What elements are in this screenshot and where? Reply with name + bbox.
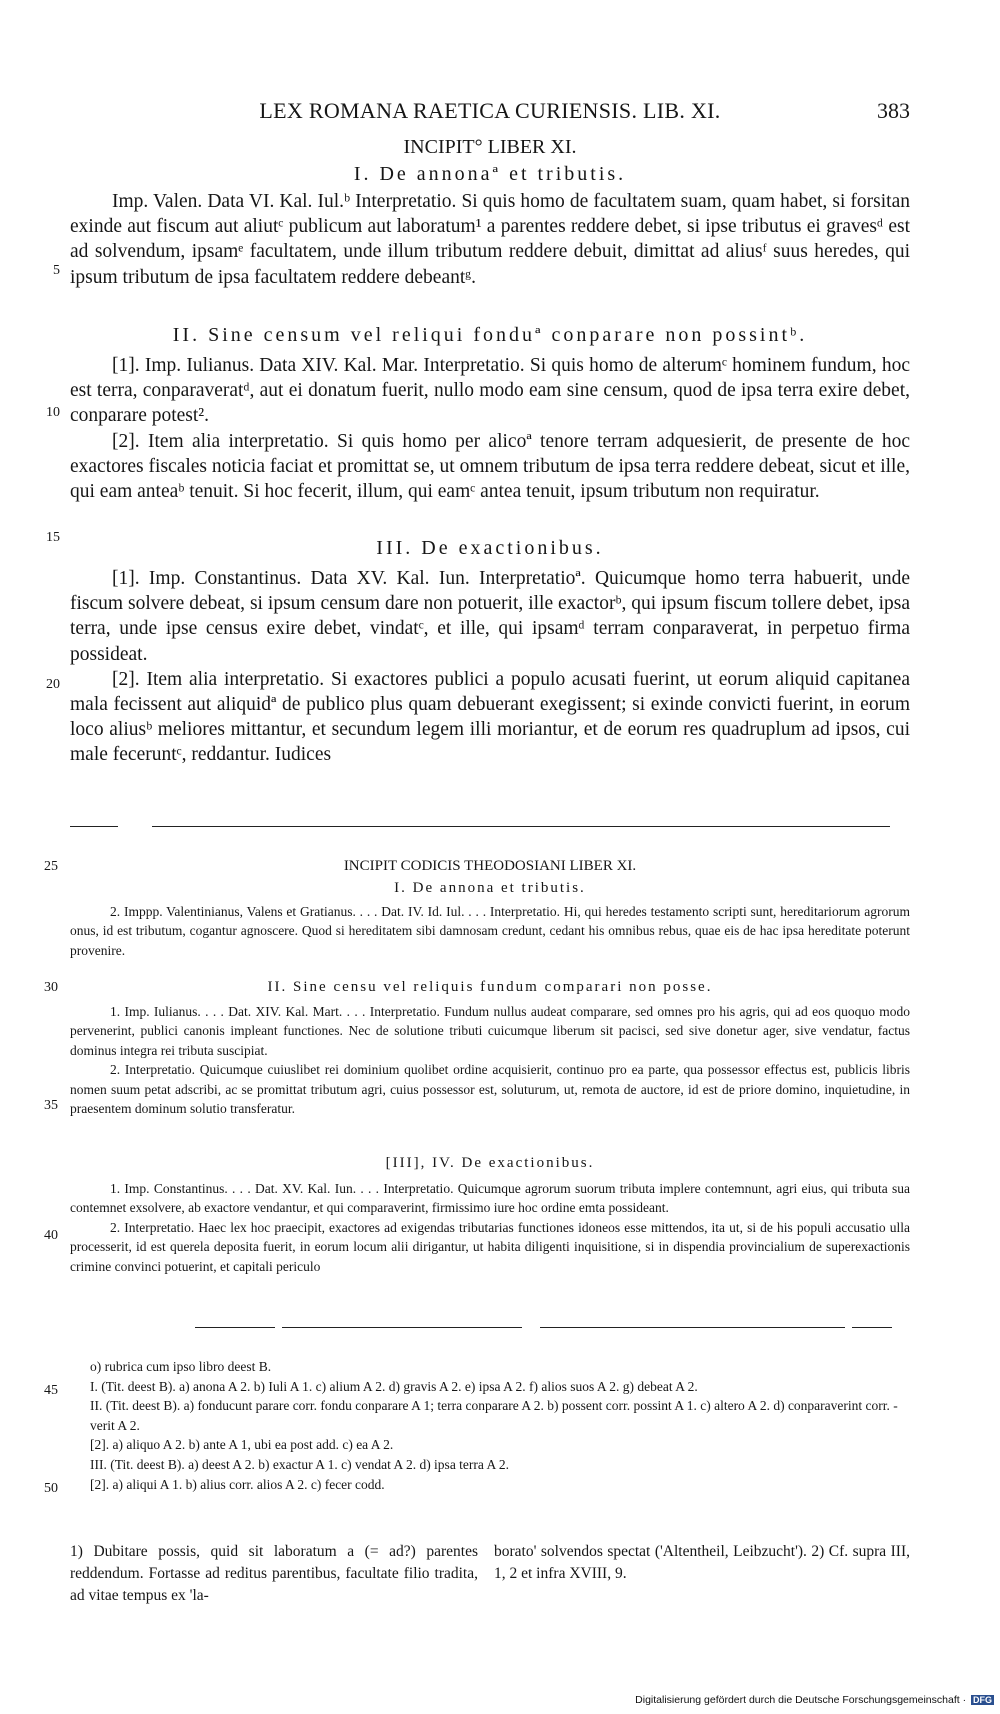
section-1-heading: I. De annonaª et tributis. <box>353 163 627 185</box>
apparatus-line: [2]. a) aliquo A 2. b) ante A 1, ubi ea post add. c) ea A 2. <box>90 1437 394 1453</box>
credit-text: Digitalisierung gefördert durch die Deutsche Forschungsgemeinschaft · <box>635 1694 967 1706</box>
codex-title: INCIPIT CODICIS THEODOSIANI LIBER XI. <box>343 858 637 874</box>
codex-paragraph: 2. Interpretatio. Quicumque cuiuslibet rei dominium quolibet ordine acquisierit, continuo pro ea parte, qua possessor effectus est, publicis libris nomen suum petat adscribi, ac se promittat tributum agri, cuius possessor est, soluturum, ut, remota de auctore, id est de priore domino, inquietudine, in praesentem dominum solutio transferatur. <box>70 1062 910 1117</box>
codex-paragraph: 2. Imppp. Valentinianus, Valens et Gratianus. . . . Dat. IV. Id. Iul. . . . Interpretatio. Hi, qui heredes testamento scripti sunt, hereditariorum agrorum onus, id est tributum, cogantur agnoscere. Quod si hereditatem sibi damnosam credunt, cedant his omnibus rebus, quae eis de hac ipsa hereditate poterunt provenire. <box>70 904 910 958</box>
divider <box>152 826 890 827</box>
codex-section-3-text <box>70 1179 910 1276</box>
critical-apparatus <box>70 1357 910 1494</box>
footnote-column-right <box>494 1541 910 1585</box>
footnote-left: 1) Dubitare possis, quid sit laboratum a (= ad?) parentes reddendum. Fortasse ad reditus parentibus, facultate filio tradita, ad vitae tempus ex 'la- <box>70 1543 478 1604</box>
divider <box>195 1327 275 1328</box>
codex-paragraph: 1. Imp. Iulianus. . . . Dat. XIV. Kal. Mart. . . . Interpretatio. Fundum nullus audeat comparare, sed omnes pro his agris, qui ad eos quoquo modo pervenerint, publici canonis impleant functiones. Nec de solutione tributi cuicumque liberum sit pacisci, sed sive donetur ager, sive vendatur, factus dominus integra rei tributa suscipiat. <box>70 1004 910 1058</box>
running-header <box>70 98 910 126</box>
section-2-paragraph-2: [2]. Item alia interpretatio. Si quis homo per alicoª tenore terram adquesierit, de presente de hoc exactores fiscales noticia faciat et promittat se, ut omnem tributum de ipsa terra reddere debeat, sicut et ille, qui eam anteaᵇ tenuit. Si hoc fecerit, illum, qui eamᶜ antea tenuit, ipsum tributum non requiratur. <box>70 430 910 503</box>
book-heading: INCIPIT° LIBER XI. <box>403 136 577 158</box>
running-title: LEX ROMANA RAETICA CURIENSIS. LIB. XI. <box>259 98 721 123</box>
line-number: 10 <box>46 405 60 420</box>
codex-section-3-heading: [III], IV. De exactionibus. <box>385 1155 595 1171</box>
section-1-paragraph: Imp. Valen. Data VI. Kal. Iul.ᵇ Interpretatio. Si quis homo de facultatem suam, quam habet, si forsitan exinde aut fiscum aut aliutᶜ publicum aut laboratum¹ a parentes reddere debet, si ipse tributus ei gravesᵈ est ad solvendum, ipsamᵉ facultatem, unde illum tributum reddere debuit, dimittat ad aliusᶠ suus heredes, qui ipsum tributum de ipsa facultatem reddere debeantᵍ. <box>70 191 910 288</box>
codex-paragraph: 2. Interpretatio. Haec lex hoc praecipit, exactores ad exigendas tributarias functiones idoneos esse mittendos, ita ut, si de his populi accusatio ulla processerit, id est querela deposita fuerit, in eorum locum alii dirigantur, ut habita diligenti inquisitione, si in dispendia provincialium de superexactionis crimine convinci potuerint, et capitali periculo <box>70 1219 910 1274</box>
line-number: 20 <box>46 677 60 692</box>
apparatus-line: II. (Tit. deest B). a) fonducunt parare corr. fondu conparare A 1; terra conparare A 2. b) possent corr. possint A 1. c) altero A 2. d) conparaverint corr. -verit A 2. <box>90 1398 898 1433</box>
codex-section-2-heading: II. Sine censu vel reliquis fundum comparari non posse. <box>267 979 713 995</box>
apparatus-line: III. (Tit. deest B). a) deest A 2. b) exactur A 1. c) vendat A 2. d) ipsa terra A 2. <box>90 1456 510 1472</box>
page-number: 383 <box>877 98 910 123</box>
codex-paragraph: 1. Imp. Constantinus. . . . Dat. XV. Kal. Iun. . . . Interpretatio. Quicumque agrorum suorum tributa implere contemnunt, agri eius, qui tributa sua contemnet exsolvere, ab exactore vendantur, et qui comparaverint, firmissimo iure hoc ordine emta possideant. <box>70 1181 910 1216</box>
line-number: 25 <box>44 859 58 874</box>
apparatus-line: [2]. a) aliqui A 1. b) alius corr. alios A 2. c) fecer codd. <box>90 1476 385 1492</box>
section-3-paragraph-1: [1]. Imp. Constantinus. Data XV. Kal. Iun. Interpretatioª. Quicumque homo terra habuerit, unde fiscum solvere debeat, si ipsum censum dare non potuerit, ille exactorᵇ, qui ipsum fiscum tollere debet, ipsa terra, unde ipse census exire debet, vindatᶜ, et ille, qui ipsamᵈ terram conparaverat, in perpetuo firma possideat. <box>70 568 910 665</box>
divider <box>540 1327 845 1328</box>
divider <box>70 826 118 827</box>
codex-section-1-text <box>70 902 910 960</box>
dfg-logo: DFG <box>973 1695 992 1705</box>
codex-section-2-text <box>70 1002 910 1118</box>
line-number: 30 <box>44 980 58 995</box>
footnotes <box>70 1541 910 1611</box>
section-1-text <box>70 189 910 290</box>
section-2-text <box>70 353 910 504</box>
line-number: 50 <box>44 1481 58 1496</box>
footnote-right: borato' solvendos spectat ('Altentheil, Leibzucht'). 2) Cf. supra III, 1, 2 et infra XVIII, 9. <box>494 1543 910 1582</box>
codex-section-1-heading: I. De annona et tributis. <box>394 880 586 896</box>
line-number: 5 <box>53 263 60 278</box>
digitization-credit <box>635 1694 994 1706</box>
apparatus-line: I. (Tit. deest B). a) anona A 2. b) Iuli A 1. c) alium A 2. d) gravis A 2. e) ipsa A 2. f) alios suos A 2. g) debeat A 2. <box>90 1378 698 1394</box>
section-3-paragraph-2: [2]. Item alia interpretatio. Si exactores publici a populo acusati fuerint, ut eorum aliquid capitanea mala fecissent aut aliquidª de publico plus quam debuerant exegissent; si exinde convicti fuerint, in eorum loco aliusᵇ meliores mittantur, et secundum legem illi moriantur, et de eorum res quadruplum ad ipsos, cui male feceruntᶜ, reddantur. Iudices <box>70 668 910 766</box>
line-number: 15 <box>46 530 60 545</box>
divider <box>282 1327 522 1328</box>
footnote-column-left <box>70 1541 478 1607</box>
section-2-heading: II. Sine censum vel reliqui fonduª conparare non possintᵇ. <box>172 324 808 346</box>
apparatus-line: o) rubrica cum ipso libro deest B. <box>90 1359 272 1374</box>
section-3-heading: III. De exactionibus. <box>376 537 604 559</box>
divider <box>852 1327 892 1328</box>
line-number: 40 <box>44 1228 58 1243</box>
section-3-text <box>70 566 910 768</box>
line-number: 45 <box>44 1383 58 1398</box>
line-number: 35 <box>44 1098 58 1113</box>
section-2-paragraph-1: [1]. Imp. Iulianus. Data XIV. Kal. Mar. Interpretatio. Si quis homo de alterumᶜ hominem fundum, hoc est terra, conparaveratᵈ, aut ei donatum fuerit, nullo modo eam sine censum, quod de ipsa terra exire debet, conparare potest². <box>70 355 910 427</box>
